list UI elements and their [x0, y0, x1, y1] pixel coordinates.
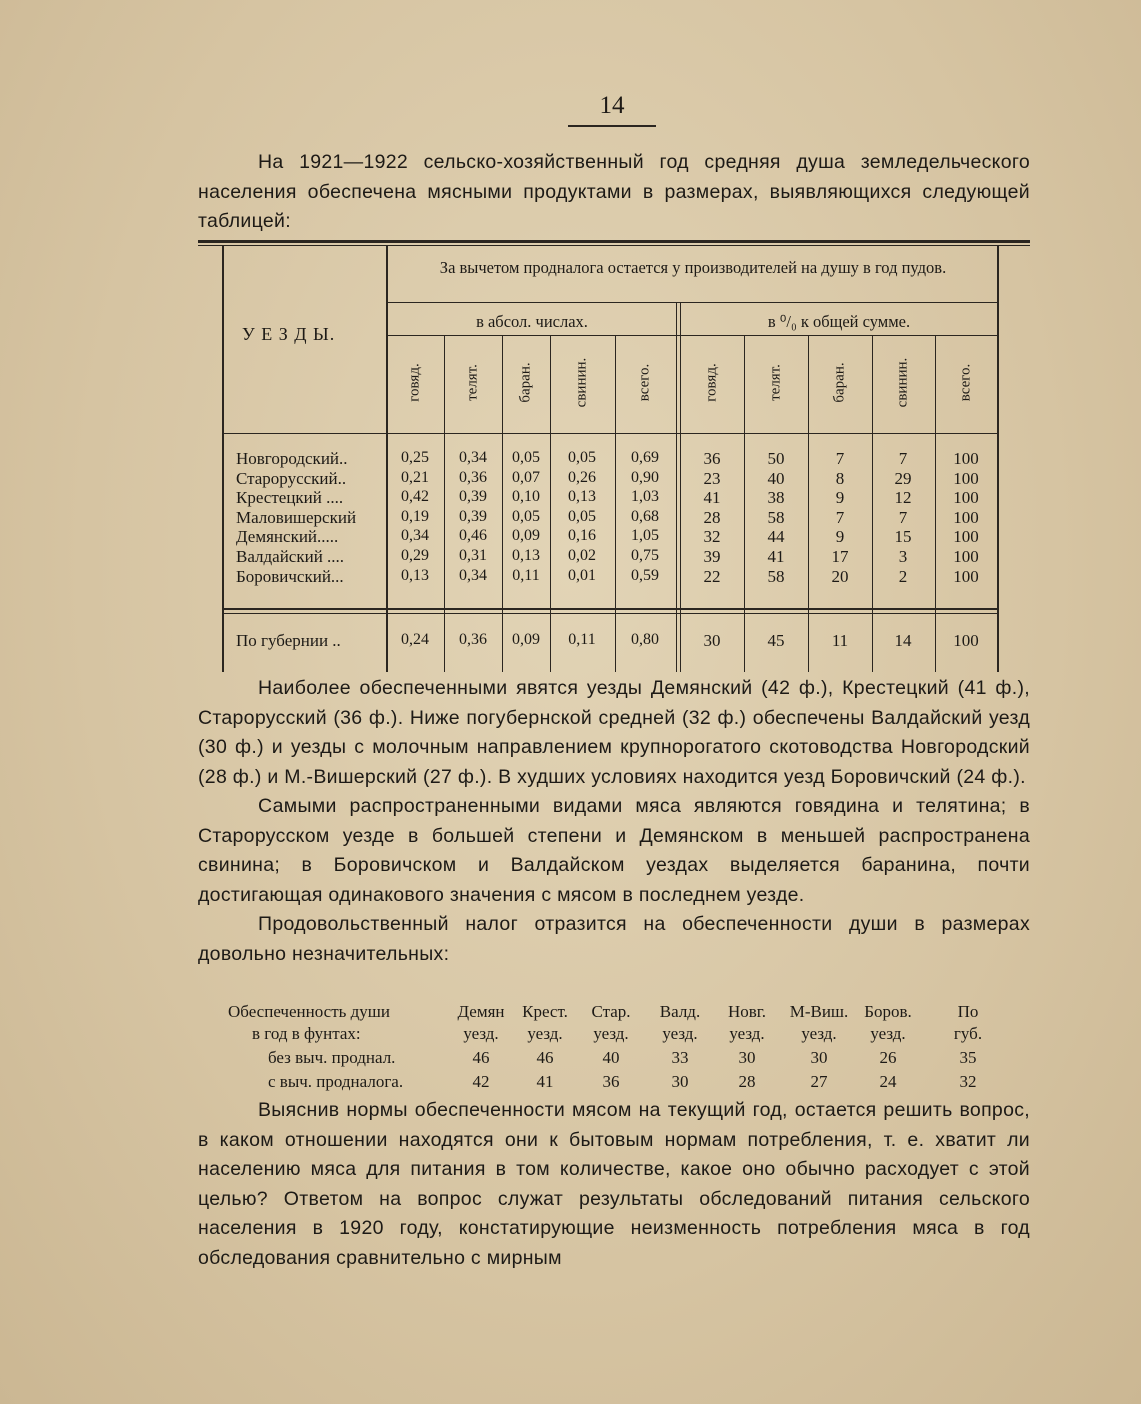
table-row-pct-value: 100 [953, 507, 979, 527]
small-table-col-top: Новг. [727, 1002, 767, 1021]
table-row-abs-value: 0,34 [459, 566, 487, 584]
total-row-district: По губернии .. [236, 631, 341, 650]
small-table-value: 27 [810, 1072, 828, 1091]
table-row-district: Валдайский .... [236, 547, 345, 566]
small-table-value: 30 [810, 1048, 828, 1067]
table-row-abs-value: 0,75 [631, 547, 659, 564]
table-row-abs-value: 0,13 [401, 566, 429, 584]
small-table-value: 46 [472, 1048, 490, 1067]
table-row-district: Новгородский.. [236, 449, 348, 468]
small-table-value: 36 [602, 1072, 620, 1091]
table-row-abs-value: 0,07 [512, 468, 540, 486]
page-number: 14 [599, 92, 625, 119]
small-table-col-top: М-Виш. [789, 1002, 849, 1021]
total-rule-b [224, 613, 998, 614]
table-row-pct-value: 100 [953, 547, 979, 566]
small-table-value: 26 [879, 1048, 897, 1067]
closing-paragraph [198, 1096, 1030, 1273]
table-row-pct-value: 41 [767, 547, 785, 566]
table-row-pct-value: 28 [703, 507, 721, 527]
table-row-abs-value: 0,19 [401, 507, 429, 525]
col-divider [935, 336, 936, 672]
table-row-pct-value: 58 [767, 507, 785, 527]
pct-column-header: телят. [767, 364, 784, 401]
small-table-value: 32 [959, 1072, 977, 1091]
total-rule-a [224, 608, 998, 610]
small-table-col-top: Боров. [864, 1002, 912, 1021]
small-table-value: 46 [536, 1048, 554, 1067]
group-divider-a [676, 303, 677, 672]
table-row-abs-value: 1,03 [631, 488, 659, 506]
small-table-col-top: Демян [457, 1002, 505, 1021]
table-row-abs-value: 0,29 [401, 547, 429, 564]
table-row-pct-value: 32 [703, 527, 721, 547]
table-row-district: Боровичский... [236, 566, 344, 586]
table-row-pct-value: 29 [894, 468, 912, 488]
table-row-pct-value: 100 [953, 566, 979, 586]
table-row-abs-value: 0,05 [568, 507, 596, 525]
body-paragraph-1: Наиболее обеспеченными явятся уезды Демянский (42 ф.), Крестецкий (41 ф.), Старорусский (36 ф.). Ниже погубернской средней (32 ф.) обеспечены Валдайский уезд (30 ф.) и уезды с молочным направлением крупнорогатого скотоводства Новгородский (28 ф.) и М.-Вишерский (27 ф.). В худших условиях находится уезд Боровичский (24 ф.). [198, 677, 1030, 788]
abs-column-header: свинин. [573, 357, 590, 408]
table-top-rule-thin [198, 245, 1030, 246]
total-row-abs-value: 0,80 [631, 631, 659, 648]
small-table-value: 33 [671, 1048, 689, 1067]
table-row-abs-value: 0,05 [568, 449, 596, 466]
table-top-rule [198, 240, 1030, 243]
table-row-pct-value: 17 [831, 547, 849, 566]
small-table-col-bottom: уезд. [662, 1024, 698, 1043]
small-table-col-bottom: уезд. [729, 1024, 765, 1043]
body-paragraph-2: Самыми распространенными видами мяса являются говядина и телятина; в Старорусском уезде в большей степени и Демянском в меньшей распространена свинина; в Боровичском и Валдайском уездах выделяется баранина, почти достигающая одинакового значения с мясом в последнем уезде. [198, 795, 1030, 906]
small-table-row-label: с выч. продналога. [268, 1072, 404, 1091]
small-table-col-bottom: уезд. [527, 1024, 563, 1043]
intro-text: На 1921—1922 сельско-хозяйственный год средняя душа земледельческого населения обеспечена мясными продуктами в размерах, выявляющихся следующей таблицей: [198, 151, 1030, 232]
intro-paragraph [198, 148, 1030, 237]
pct-column-header: говяд. [703, 363, 720, 402]
header-rule-3 [224, 433, 998, 434]
total-row-pct-value: 30 [703, 631, 721, 650]
table-row-pct-value: 44 [767, 527, 785, 547]
table-row-pct-value: 7 [898, 507, 908, 527]
table-row-abs-value: 0,11 [512, 566, 540, 584]
table-row-pct-value: 8 [835, 468, 845, 488]
body-text [198, 674, 1030, 969]
table-row-abs-value: 0,02 [568, 547, 596, 564]
pct-column-header: всего. [957, 363, 974, 402]
col-divider [872, 336, 873, 672]
table-row-pct-value: 20 [831, 566, 849, 586]
table-row-abs-value: 0,34 [401, 527, 429, 545]
table-row-pct-value: 23 [703, 468, 721, 488]
main-header: За вычетом продналога остается у производителей на душу в год пудов. [439, 258, 947, 277]
table-row-abs-value: 1,05 [631, 527, 659, 545]
total-row-pct-value: 45 [767, 631, 785, 650]
small-table-value: 42 [472, 1072, 490, 1091]
table-row-abs-value: 0,09 [512, 527, 540, 545]
table-row-district: Старорусский.. [236, 468, 347, 488]
abs-column-header: всего. [636, 363, 653, 402]
small-table-col-top: Стар. [591, 1002, 631, 1021]
page-number-rule [568, 125, 656, 127]
body-paragraph-3: Продовольственный налог отразится на обеспеченности души в размерах довольно незначительных: [198, 913, 1030, 965]
table-row-pct-value: 15 [894, 527, 912, 547]
table-row-abs-value: 0,90 [631, 468, 659, 486]
small-table-value: 30 [671, 1072, 689, 1091]
pct-group-header: в ⁰/₀ к общей сумме. [767, 312, 911, 331]
table-row-abs-value: 0,10 [512, 488, 540, 506]
abs-column-header: говяд. [406, 363, 423, 402]
table-row-abs-value: 0,34 [459, 449, 487, 466]
col-divider [744, 336, 745, 672]
table-row-abs-value: 0,01 [568, 566, 596, 584]
small-table-col-bottom: уезд. [463, 1024, 499, 1043]
small-table-col-bottom: уезд. [593, 1024, 629, 1043]
small-table-row-label: без выч. проднал. [268, 1048, 396, 1067]
small-table-value: 30 [738, 1048, 756, 1067]
table-row-abs-value: 0,05 [512, 507, 540, 525]
table-row-pct-value: 2 [898, 566, 908, 586]
table-row-pct-value: 3 [898, 547, 908, 566]
total-row-pct-value: 14 [894, 631, 912, 650]
table-row-abs-value: 0,42 [401, 488, 429, 506]
total-row-abs-value: 0,11 [568, 631, 596, 648]
table-row-abs-value: 0,39 [459, 507, 487, 525]
meat-supply-table [198, 240, 1030, 672]
header-rule-2 [388, 335, 998, 336]
table-row-abs-value: 0,25 [401, 449, 429, 466]
table-row-pct-value: 39 [703, 547, 721, 566]
table-row-pct-value: 22 [703, 566, 721, 586]
table-row-district: Демянский..... [236, 527, 339, 547]
table-row-abs-value: 0,05 [512, 449, 540, 466]
small-table-col-top: Крест. [522, 1002, 568, 1021]
table-row-district: Крестецкий .... [236, 488, 344, 508]
table-row-pct-value: 58 [767, 566, 785, 586]
table-row-pct-value: 100 [953, 527, 979, 547]
table-row-pct-value: 50 [767, 449, 785, 468]
small-table-col-top: По [957, 1002, 979, 1021]
group-divider-b [680, 303, 681, 672]
header-rule-1 [388, 302, 998, 303]
table-row-pct-value: 36 [703, 449, 721, 468]
table-row-pct-value: 41 [703, 488, 721, 508]
total-row-abs-value: 0,09 [512, 631, 540, 648]
small-table-value: 35 [959, 1048, 977, 1067]
small-table-col-bottom: губ. [953, 1024, 983, 1043]
small-table-value: 40 [602, 1048, 620, 1067]
small-table-label-2: в год в фунтах: [252, 1024, 361, 1043]
pct-column-header: свинин. [894, 357, 911, 408]
col-divider [615, 336, 616, 672]
table-row-pct-value: 7 [835, 449, 845, 468]
small-table-label-1: Обеспеченность души [228, 1002, 390, 1021]
small-table-col-top: Валд. [659, 1002, 701, 1021]
table-row-pct-value: 100 [953, 449, 979, 468]
abs-column-header: телят. [464, 364, 481, 401]
small-table-value: 41 [536, 1072, 554, 1091]
pct-column-header: баран. [831, 362, 848, 403]
table-row-abs-value: 0,13 [512, 547, 540, 564]
total-row-pct-value: 11 [831, 631, 849, 650]
small-table-col-bottom: уезд. [870, 1024, 906, 1043]
table-row-district: Маловишерский [236, 507, 357, 527]
table-row-pct-value: 100 [953, 488, 979, 508]
table-row-pct-value: 9 [835, 527, 845, 547]
abs-column-header: баран. [517, 362, 534, 403]
col-divider [808, 336, 809, 672]
table-row-abs-value: 0,46 [459, 527, 487, 545]
table-row-abs-value: 0,21 [401, 468, 429, 486]
total-row-abs-value: 0,36 [459, 631, 487, 648]
small-table-value: 28 [738, 1072, 756, 1091]
table-row-pct-value: 9 [835, 488, 845, 508]
table-row-abs-value: 0,69 [631, 449, 659, 466]
table-row-pct-value: 38 [767, 488, 785, 508]
table-row-abs-value: 0,68 [631, 507, 659, 525]
small-table-value: 24 [879, 1072, 897, 1091]
table-row-pct-value: 40 [767, 468, 785, 488]
total-row-pct-value: 100 [953, 631, 979, 650]
abs-group-header: в абсол. числах. [476, 312, 588, 331]
total-row-abs-value: 0,24 [401, 631, 429, 648]
table-row-abs-value: 0,31 [459, 547, 487, 564]
table-row-pct-value: 12 [894, 488, 912, 508]
table-row-abs-value: 0,59 [631, 566, 659, 584]
table-row-pct-value: 100 [953, 468, 979, 488]
table-row-abs-value: 0,16 [568, 527, 596, 545]
table-row-pct-value: 7 [898, 449, 908, 468]
district-header: У Е З Д Ы. [242, 324, 336, 344]
small-table-col-bottom: уезд. [801, 1024, 837, 1043]
table-row-abs-value: 0,26 [568, 468, 596, 486]
closing-text: Выяснив нормы обеспеченности мясом на текущий год, остается решить вопрос, в каком отношении находятся они к бытовым нормам потребления, т. е. хватит ли населению мяса для питания в том количестве, какое оно обычно расходует с этой целью? Ответом на вопрос служат результаты обследований питания сельского населения в 1920 году, констатирующие неизменность потребления мяса в год обследования сравнительно с мирным [198, 1099, 1030, 1269]
table-row-abs-value: 0,36 [459, 468, 487, 486]
table-row-abs-value: 0,13 [568, 488, 596, 506]
table-row-abs-value: 0,39 [459, 488, 487, 506]
table-row-pct-value: 7 [835, 507, 845, 527]
